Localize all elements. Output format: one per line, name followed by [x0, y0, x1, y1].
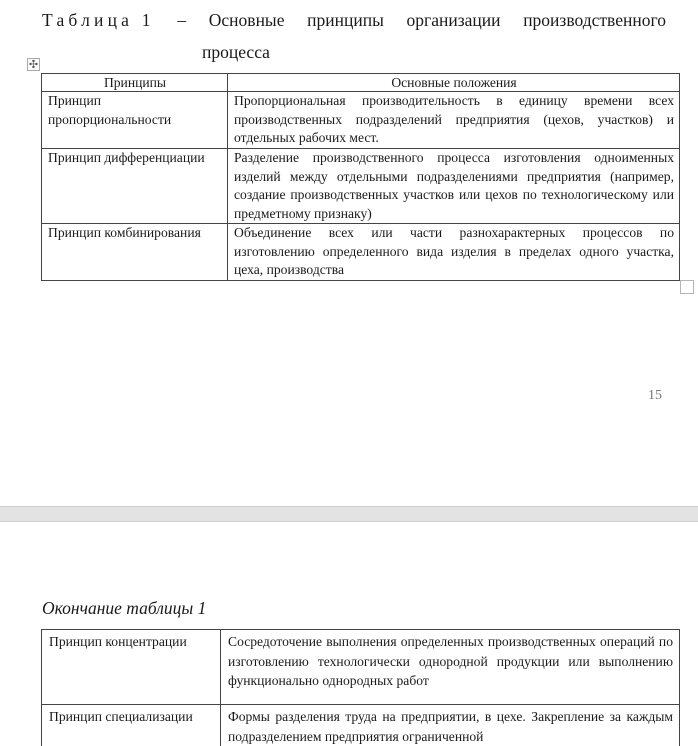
table-caption: [42, 9, 666, 31]
continuation-caption: Окончание таблицы 1: [42, 598, 207, 618]
move-arrows-icon[interactable]: ✣: [28, 58, 39, 71]
header-principles: Принципы: [42, 74, 228, 92]
principle-cell[interactable]: Принцип дифференциации: [42, 149, 228, 224]
description-cell[interactable]: Объединение всех или части разнохарактерных процессов по изготовлению определенного вида изделия в пределах одного участка, цеха, производства: [228, 224, 680, 281]
principle-cell[interactable]: Принцип концентрации: [42, 630, 221, 705]
caption-dash: –: [177, 10, 187, 30]
principle-cell[interactable]: Принцип комбинирования: [42, 224, 228, 281]
table-row: [42, 92, 680, 149]
description-cell[interactable]: Сосредоточение выполнения определенных производственных операций по изготовлению технологически однородной продукции или выполнению функционально однородных работ: [221, 630, 680, 705]
table-caption-continued: процесса: [202, 42, 270, 62]
principle-cell[interactable]: Принцип специализации: [42, 705, 221, 746]
description-cell[interactable]: Разделение производственного процесса изготовления одноименных изделий между отдельными подразделениями предприятия (например, создание производственных участков или цехов по технологическому или предметному признаку): [228, 149, 680, 224]
principles-table: [41, 73, 680, 281]
table-row: [42, 224, 680, 281]
page-number: 15: [648, 388, 662, 403]
table-row: [42, 149, 680, 224]
table-row: [42, 705, 680, 746]
resize-square-icon[interactable]: [680, 280, 694, 294]
caption-word: организации: [406, 10, 501, 30]
description-cell[interactable]: Формы разделения труда на предприятии, в цехе. Закрепление за каждым подразделением предприятия ограниченной: [221, 705, 680, 746]
principles-table-continued: [41, 629, 680, 746]
description-cell[interactable]: Пропорциональная производительность в единицу времени всех производственных подразделений предприятия (цехов, участков) и отдельных рабочих мест.: [228, 92, 680, 149]
table-header-row: [42, 74, 680, 92]
caption-word: принципы: [307, 10, 384, 30]
table-row: [42, 630, 680, 705]
caption-word: Основные: [208, 10, 285, 30]
header-main-provisions: Основные положения: [228, 74, 680, 92]
principle-cell[interactable]: Принцип пропорциональности: [42, 92, 228, 149]
caption-label: Таблица 1: [42, 10, 155, 30]
page-break-gap: [0, 506, 698, 522]
page-16: [0, 522, 698, 746]
caption-word: производственного: [523, 10, 666, 30]
